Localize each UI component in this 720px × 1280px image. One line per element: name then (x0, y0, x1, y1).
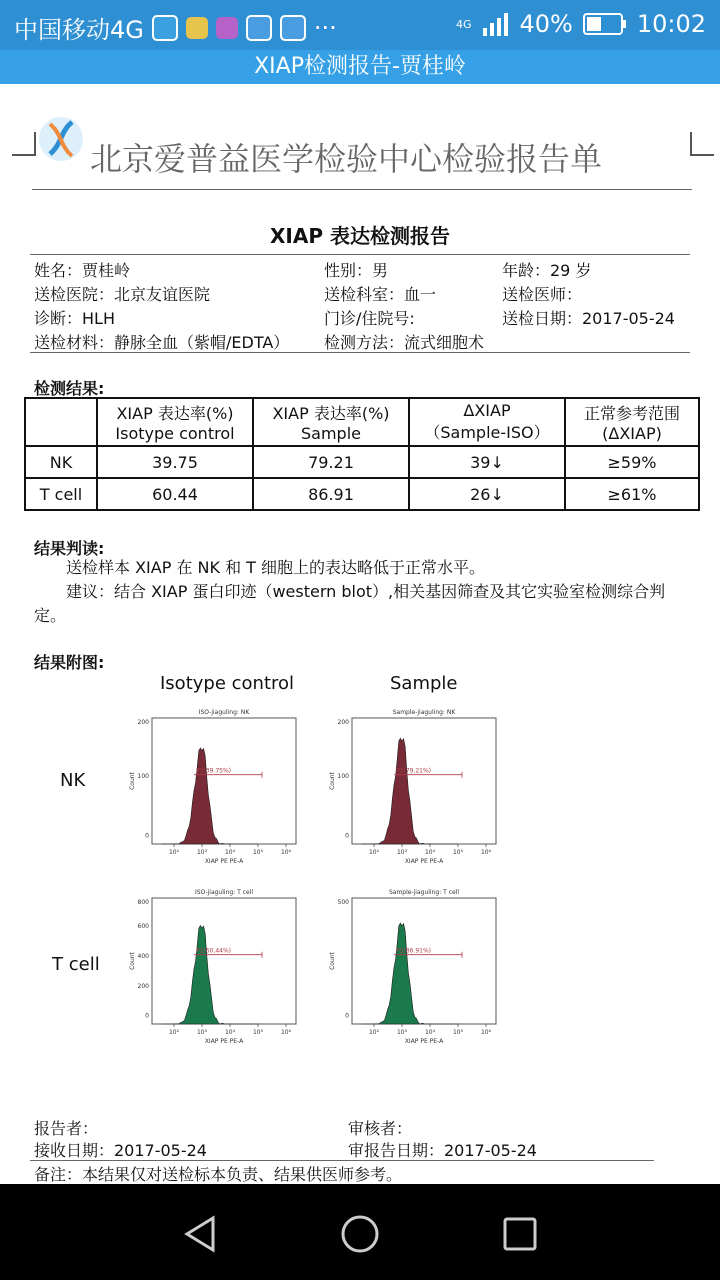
plot-frame (152, 718, 296, 844)
footer-note: 备注：本结果仅对送检标本负责、结果供医师参考。 (34, 1165, 403, 1184)
sample-material: 送检材料：静脉全血（紫帽/EDTA） (34, 333, 290, 352)
plot-title: ISO-jiaguling: NK (198, 709, 250, 716)
histogram-nk-iso (126, 704, 316, 884)
x-tick-label: 10² (168, 1029, 180, 1036)
lab-name: 北京爱普益医学检验中心检验报告单 (90, 140, 603, 178)
gate-label: P2(86.91%) (396, 947, 431, 955)
y-tick-label: 200 (337, 719, 349, 726)
x-tick-label: 10⁵ (452, 1029, 464, 1036)
x-tick-label: 10⁶ (480, 1029, 492, 1036)
received-date: 接收日期：2017-05-24 (34, 1141, 207, 1160)
y-tick-label: 500 (337, 899, 349, 906)
header-cell: XIAP 表达率(%) Isotype control (97, 398, 253, 446)
interpretation-text (34, 556, 694, 628)
network-type: 4G (455, 17, 472, 31)
x-tick-label: 10⁵ (252, 1029, 264, 1036)
reference-range: ≥61% (565, 478, 699, 510)
report-document (0, 84, 720, 1184)
back-button[interactable] (180, 1214, 220, 1254)
interpretation-line-1: 送检样本 XIAP 在 NK 和 T 细胞上的表达略低于正常水平。 (66, 558, 486, 577)
header-cell (25, 398, 97, 446)
reporter-label: 报告者： (34, 1119, 99, 1138)
x-tick-label: 10⁶ (480, 849, 492, 856)
send-hospital: 送检医院：北京友谊医院 (34, 285, 211, 304)
system-nav-bar (0, 1184, 720, 1280)
x-tick-label: 10⁴ (224, 1029, 236, 1036)
message-icon (186, 17, 208, 39)
header-cell: XIAP 表达率(%) Sample (253, 398, 409, 446)
x-tick-label: 10² (168, 849, 180, 856)
column-label-sample: Sample (390, 673, 458, 694)
y-tick-label: 100 (337, 772, 349, 780)
x-tick-label: 10⁶ (280, 1029, 292, 1036)
recents-button[interactable] (500, 1214, 540, 1254)
sample-value: 79.21 (253, 446, 409, 478)
interpretation-heading: 结果判读: (34, 539, 105, 558)
chat-bubble-icon (152, 15, 178, 41)
x-tick-label: 10⁵ (452, 849, 464, 856)
patient-gender: 性别：男 (324, 261, 389, 280)
row-label-nk: NK (60, 770, 86, 791)
y-tick-label: 0 (145, 832, 149, 840)
y-axis-label: Count (329, 952, 336, 970)
x-tick-label: 10⁶ (280, 849, 292, 856)
battery-percent: 40% (519, 10, 573, 38)
y-tick-label: 200 (137, 982, 149, 990)
x-axis-label: XIAP PE PE-A (404, 1038, 444, 1045)
y-tick-label: 800 (137, 899, 149, 906)
y-tick-label: 600 (137, 922, 149, 930)
paw-icon (280, 15, 306, 41)
cell-type: T cell (25, 478, 97, 510)
x-tick-label: 10⁴ (424, 1029, 436, 1036)
y-axis-label: Count (129, 952, 136, 970)
home-button[interactable] (340, 1214, 380, 1254)
figures-heading: 结果附图: (34, 653, 105, 672)
page-title-bar (0, 50, 720, 84)
footer-rule (30, 1160, 654, 1161)
page-title: XIAP检测报告-贾桂岭 (254, 54, 466, 79)
x-axis-label: XIAP PE PE-A (204, 1038, 244, 1045)
y-tick-label: 100 (137, 772, 149, 780)
y-tick-label: 0 (145, 1012, 149, 1020)
send-department: 送检科室：血一 (324, 285, 437, 304)
y-tick-label: 0 (345, 832, 349, 840)
send-date: 送检日期：2017-05-24 (502, 309, 675, 328)
clinic-number: 门诊/住院号: (324, 309, 415, 328)
crop-mark-left (12, 132, 36, 156)
header-cell: 正常参考范围 (ΔXIAP) (565, 398, 699, 446)
x-tick-label: 10³ (196, 849, 208, 856)
x-tick-label: 10⁴ (424, 849, 436, 856)
review-date: 审报告日期：2017-05-24 (348, 1141, 537, 1160)
battery-icon (583, 12, 627, 36)
cell-type: NK (25, 446, 97, 478)
plot-title: ISO-jiaguling: T cell (194, 889, 254, 896)
info-bottom-rule (30, 352, 690, 353)
x-tick-label: 10³ (196, 1029, 208, 1036)
column-label-iso: Isotype control (160, 673, 295, 694)
report-title: XIAP 表达检测报告 (270, 224, 450, 248)
patient-age: 年龄：29 岁 (502, 261, 592, 280)
lab-logo-icon (36, 114, 86, 164)
header-cell: ΔXIAP （Sample-ISO） (409, 398, 565, 446)
histogram-tcell-iso (126, 884, 316, 1064)
y-tick-label: 0 (345, 1012, 349, 1020)
plot-frame (352, 898, 496, 1024)
gate-label: P2(60.44%) (196, 947, 231, 955)
results-table (24, 397, 700, 511)
test-method: 检测方法：流式细胞术 (324, 333, 485, 352)
y-tick-label: 200 (137, 719, 149, 726)
crop-mark-right (690, 132, 714, 156)
more-icon: ··· (313, 13, 337, 42)
x-axis-label: XIAP PE PE-A (404, 858, 444, 865)
histogram-nk-sample (326, 704, 516, 884)
iso-value: 39.75 (97, 446, 253, 478)
reviewer-label: 审核者： (348, 1119, 413, 1138)
status-bar (0, 0, 720, 50)
table-row (25, 446, 699, 478)
gallery-icon (216, 17, 238, 39)
y-axis-label: Count (329, 772, 336, 790)
reference-range: ≥59% (565, 446, 699, 478)
y-tick-label: 400 (137, 952, 149, 960)
plot-title: Sample-jiaguling: T cell (388, 889, 460, 896)
row-label-tcell: T cell (52, 954, 100, 975)
histogram-tcell-sample (326, 884, 516, 1064)
send-doctor: 送检医师： (502, 285, 583, 304)
clock: 10:02 (636, 10, 706, 38)
header-divider (32, 189, 692, 190)
x-tick-label: 10² (368, 849, 380, 856)
iso-value: 60.44 (97, 478, 253, 510)
plot-title: Sample-jiaguling: NK (392, 709, 456, 716)
plot-frame (152, 898, 296, 1024)
interpretation-line-2: 建议：结合 XIAP 蛋白印迹（western blot）,相关基因筛查及其它实验室检测综合判定。 (34, 582, 666, 625)
paw-icon (246, 15, 272, 41)
patient-name: 姓名：贾桂岭 (34, 261, 131, 280)
table-header-row (25, 398, 699, 446)
gate-label: P3(39.75%) (196, 767, 231, 775)
info-top-rule (30, 254, 690, 255)
x-tick-label: 10⁴ (224, 849, 236, 856)
signal-icon (481, 12, 509, 36)
delta-value: 26↓ (409, 478, 565, 510)
x-tick-label: 10³ (396, 849, 408, 856)
sample-value: 86.91 (253, 478, 409, 510)
x-axis-label: XIAP PE PE-A (204, 858, 244, 865)
y-axis-label: Count (129, 772, 136, 790)
x-tick-label: 10⁵ (252, 849, 264, 856)
carrier-label: 中国移动4G (14, 16, 144, 44)
gate-label: P3(79.21%) (396, 767, 431, 775)
x-tick-label: 10³ (396, 1029, 408, 1036)
plot-frame (352, 718, 496, 844)
results-heading: 检测结果: (34, 379, 105, 398)
diagnosis: 诊断：HLH (34, 309, 115, 328)
delta-value: 39↓ (409, 446, 565, 478)
table-row (25, 478, 699, 510)
x-tick-label: 10² (368, 1029, 380, 1036)
